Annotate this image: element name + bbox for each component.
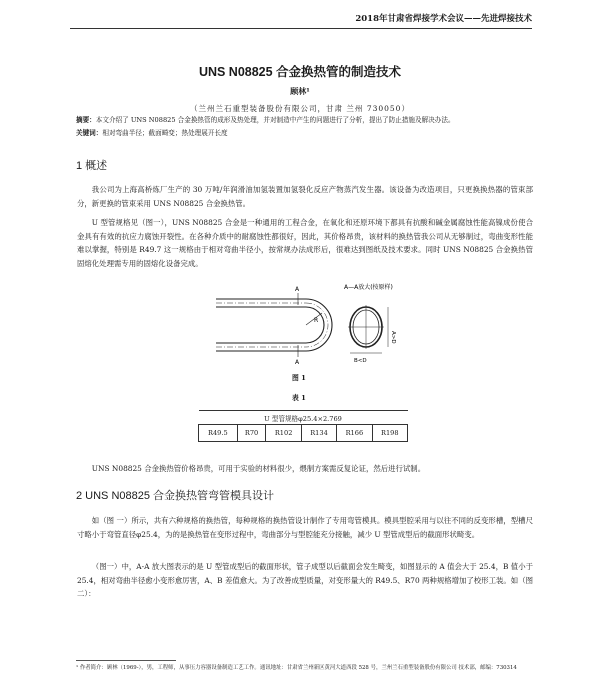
table-caption: 表 1: [292, 394, 306, 402]
section-2-paragraph-1: 如（图 一）所示，共有六种规格的换热管，每种规格的换热管设计制作了专用弯管模具。模具型腔采用与以往不同的反变形槽，型槽尺寸略小于弯管直径φ25.4，为的是换热管在变形过程中，弯曲部分与型腔能充分接触，减少 U 型管成型后的截面形状畸变。: [77, 516, 533, 539]
abstract-text: 本文介绍了 UNS N08825 合金换热管的成形及热处理，并对制造中产生的问题进行了分析，提出了防止措施及解决办法。: [95, 116, 455, 124]
section-2-paragraph-2: （图一）中，A-A 放大图表示的是 U 型管成型后的截面形状，管子成型以后截面会发生畸变，如图显示的 A 值会大于 25.4，B 值小于 25.4，相对弯曲半径愈小变形愈厉害，A、B 差值愈大。为了改善成型质量，对变形量大的 R49.5、R70 两种规格增加了校形工装。如（图二）：: [77, 562, 533, 598]
table-cell: R70: [237, 425, 266, 442]
table-cell: R198: [372, 425, 407, 442]
abstract-label: 摘要：: [76, 116, 96, 124]
u-tube-figure: [206, 275, 406, 365]
table-cell: R166: [337, 425, 372, 442]
header-rule: [70, 28, 532, 29]
running-header: 2018年甘肃省焊接学术会议——先进焊接技术: [355, 14, 532, 24]
section-1-paragraph-1: 我公司为上海高桥炼厂生产的 30 万吨/年润滑油加氢装置加氢裂化反应产物蒸汽发生器。该设备为改造项目，只更换换热器的管束部分，新更换的管束采用 UNS N08825 合金换热管。: [77, 185, 533, 208]
figure-caption: 图 1: [292, 374, 306, 382]
table-header: U 型管规格φ25.4×2.769: [199, 411, 408, 425]
tube-spec-table: [198, 410, 408, 442]
section-view-label: A—A放大(按原样): [344, 284, 393, 291]
table-cell: R49.5: [199, 425, 238, 442]
u-tube-inner-outline: [216, 307, 324, 343]
section-1-paragraph-2: U 型管规格见（图一），UNS N08825 合金是一种通用的工程合金，在氧化和还原环境下都具有抗酸和碱金属腐蚀性能高镍成份使合金具有有效的抗应力腐蚀开裂性。在各种介质中的耐腐蚀性都很好，因此，其价格昂贵，该材料的换热管我公司从无够制过，弯曲变形性能难以掌握，特别是 R49.7 这一规格由于相对弯曲半径小，按常规办法成形后，很难达到图纸及技术要求。同时 UNS N08825 合金换热管固熔化处理需专用的固熔化设备完成。: [77, 218, 533, 268]
footnote-rule: [76, 660, 176, 661]
keywords-label: 关键词：: [76, 129, 103, 137]
table-cell: R102: [266, 425, 301, 442]
b-dimension-label: B<D: [354, 358, 367, 364]
paragraph-after-table: UNS N08825 合金换热管价格昂贵，可用于实验的材料很少，煨制方案需反复论证，然后进行试制。: [91, 464, 426, 473]
section-mark-bottom: A: [295, 359, 300, 365]
table-cell: R134: [301, 425, 336, 442]
keywords: [76, 128, 536, 139]
section-1-heading: 1 概述: [76, 160, 108, 172]
keywords-text: 相对弯曲半径；截面畸变；热处理展开长度: [102, 129, 228, 137]
radius-label: R: [314, 317, 319, 324]
abstract: [76, 115, 536, 126]
paper-title: UNS N08825 合金换热管的制造技术: [198, 65, 402, 79]
author: 顾林¹: [290, 86, 310, 96]
section-2-heading: 2 UNS N08825 合金换热管弯管模具设计: [76, 490, 275, 502]
a-dimension-label: A>D: [390, 331, 396, 344]
section-mark-top: A: [295, 286, 300, 293]
affiliation: （兰州兰石重型装备股份有限公司，甘肃 兰州 730050）: [190, 104, 410, 113]
author-footnote: ¹ 作者简介：顾林（1969-），男，工程师，从事压力容器设备制造工艺工作。通讯地址：甘肃省兰州新区黄河大道西段 528 号，兰州兰石重型装备股份有限公司 技术部，邮编：730314: [76, 665, 517, 671]
